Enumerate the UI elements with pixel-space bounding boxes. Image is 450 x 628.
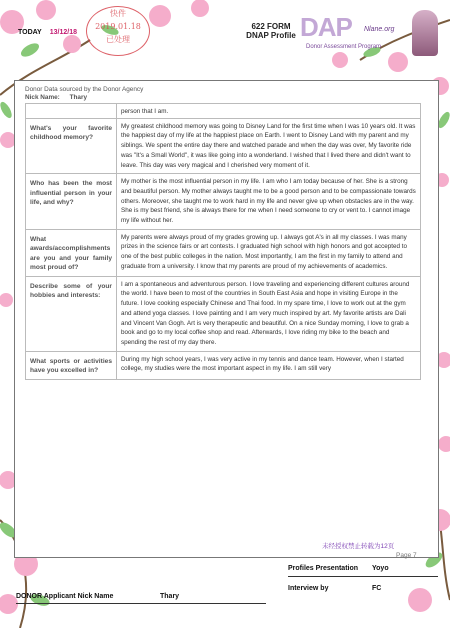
model-photo bbox=[412, 10, 438, 56]
form-code: 622 FORM bbox=[251, 22, 291, 31]
interview-label: Interview by bbox=[288, 585, 329, 592]
qa-question: Describe some of your hobbies and interests: bbox=[26, 276, 117, 351]
qa-row bbox=[26, 118, 421, 174]
qa-question: Who has been the most influential person in your life, and why? bbox=[26, 174, 117, 230]
stamp-line-3: 已处理 bbox=[106, 35, 130, 44]
received-stamp bbox=[86, 6, 150, 56]
qa-table bbox=[25, 103, 421, 380]
today-date: 13/12/18 bbox=[49, 29, 77, 36]
copyright-note: 未经授权禁止转载为12页 bbox=[322, 543, 395, 550]
logo-tagline: Donor Assessment Program bbox=[306, 44, 382, 50]
page-header bbox=[0, 0, 450, 60]
qa-question: What's your favorite childhood memory? bbox=[26, 118, 117, 174]
qa-row bbox=[26, 104, 421, 119]
presentation-value: Yoyo bbox=[372, 565, 389, 572]
qa-answer: During my high school years, I was very active in my tennis and dance team. However, when I started college, my studies were the most important aspect in my life. I am still very bbox=[117, 351, 421, 379]
qa-row bbox=[26, 174, 421, 230]
qa-answer: My mother is the most influential person in my life. I am who I am today because of her. She is a strong and beautiful person. My mother always taught me to be a good person and to be compassionate towards others. Moreover, she taught me to work hard in my life and never give up when obstacles are in the way. She is my best friend, she is always there for me when I need someone to cry or vent to. I cannot image my life without her. bbox=[117, 174, 421, 230]
footer-divider bbox=[288, 576, 438, 577]
applicant-label: DONOR Applicant Nick Name bbox=[16, 593, 114, 600]
form-subtitle: DNAP Profile bbox=[246, 31, 296, 40]
stamp-line-1: 快件 bbox=[110, 9, 126, 18]
presentation-label: Profiles Presentation bbox=[288, 565, 359, 572]
page-number: Page 7 bbox=[396, 552, 417, 559]
interview-value: FC bbox=[372, 585, 382, 592]
qa-answer: I am a spontaneous and adventurous person. I love traveling and experiencing different cultures around the world. I have been to most of the countries in South East Asia and hope in visiting Europe in the future. I love cooking especially Chinese and Thai food. In my spare time, I love to work out at the gym and attend yoga classes. I love painting and I am very much inspired by art. My favorite artists are Dali and Vincent Van Gogh. Art is very therapeutic and beautiful. On a nice Sunday morning, I love to grab a book and go to my local coffee shop and read. Afterwards, I love riding my bike to the beach and spending the rest of my day there. bbox=[117, 276, 421, 351]
qa-question: What sports or activities have you excelled in? bbox=[26, 351, 117, 379]
today-label: TODAY 13/12/18 bbox=[18, 29, 77, 36]
qa-question bbox=[26, 104, 117, 119]
dap-logo bbox=[300, 14, 400, 54]
stamp-line-2: 2019.01.18 bbox=[95, 22, 141, 31]
nick-label: Nick Name: bbox=[25, 94, 60, 101]
nick-value: Thary bbox=[69, 94, 87, 101]
profile-sheet bbox=[14, 80, 439, 558]
qa-row bbox=[26, 229, 421, 276]
applicant-value: Thary bbox=[160, 593, 180, 600]
qa-answer: person that I am. bbox=[117, 104, 421, 119]
logo-site: Nlane.org bbox=[364, 26, 395, 33]
qa-answer: My greatest childhood memory was going to Disney Land for the first time when I was 10 years old. It was the happiest day of my life at the happiest place on Earth. I went to Disney Land with my parent and my siblings. We spent the entire day there and watched parade and when the day was over, My favorite ride was "It's a Small World", it was like going into a wonderland. I wished that I lived there and didn't want to leave. This day was very magical and I cherished very moment of it. bbox=[117, 118, 421, 174]
qa-answer: My parents were always proud of my grades growing up. I always got A's in all my classes. I was many prizes in the science fairs or art contests. I graduated high school with high honors and got accepted to one of the best public colleges in the nation. Most importantly, I am the first in my family to attend and graduate from a university. I know that my parents are proud of my achievements of academics. bbox=[117, 229, 421, 276]
logo-text: DAP bbox=[300, 12, 352, 42]
applicant-underline bbox=[16, 603, 266, 604]
qa-row bbox=[26, 276, 421, 351]
qa-row bbox=[26, 351, 421, 379]
nick-name-row bbox=[15, 94, 438, 102]
agency-note: Donor Data sourced by the Donor Agency bbox=[25, 86, 144, 93]
qa-question: What awards/accomplishments are you and your family most proud of? bbox=[26, 229, 117, 276]
form-title bbox=[232, 22, 310, 40]
